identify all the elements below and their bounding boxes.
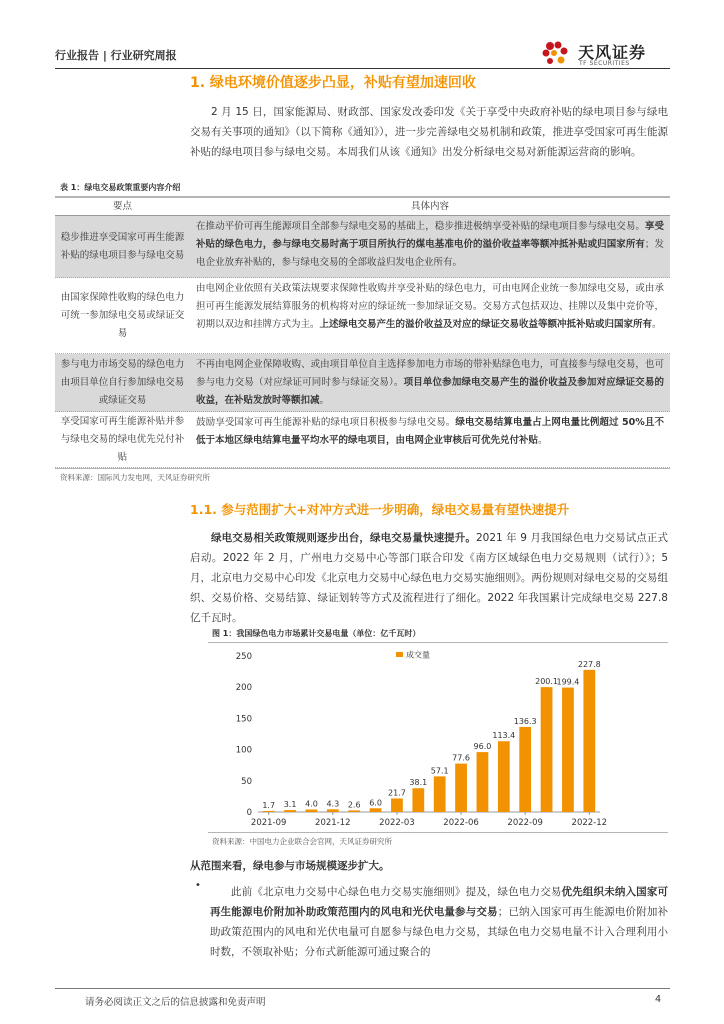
x-tick-label: 2022-03 [379,818,415,828]
disclaimer-text: 请务必阅读正文之后的信息披露和免责声明 [85,997,266,1008]
figure-source: 资料来源：中国电力企业联合会官网，天风证券研究所 [212,837,392,846]
x-tick-label: 2021-09 [250,818,287,828]
cell-text: 在推动平价可再生能源项目全部参与绿电交易的基础上，稳步推进极纳享受补贴的绿电项目参与绿电交易。 [196,221,645,232]
bar-2021-11 [306,810,318,812]
paragraph-lead: 绿电交易相关政策规则逐步出台，绿电交易量快速提升。 [211,532,476,544]
company-logo [540,40,670,68]
x-tick-label: 2021-12 [315,818,351,828]
bar-2022-03 [391,798,403,812]
table-cell-point: 由国家保障性收购的绿色电力可统一参加绿电交易或绿证交易 [60,291,185,339]
section-1-paragraph: 2 月 15 日，国家能源局、财政部、国家发改委印发《关于享受中央政府补贴的绿电项目参与绿电交易有关事项的通知》（以下简称《通知》），进一步完善绿电交易机制和政策，推进享受国家可再生能源补贴的绿电项目参与绿电交易。本周我们从该《通知》出发分析绿电交易对新能源运营商的影响。 [190,106,668,158]
table-cell-point: 享受国家可再生能源补贴并参与绿电交易的绿电优先兑付补贴 [60,415,185,463]
bar-2022-09 [519,727,531,812]
y-tick-label: 100 [235,745,252,756]
table-row [55,412,670,468]
table-cell-content [190,216,670,277]
table-row [55,216,670,278]
figure-1-title: 图 1：我国绿色电力市场累计交易电量（单位：亿千瓦时） [212,629,421,638]
logo-text-cn: 天风证券 [578,43,647,62]
cell-bold-text: 享受补贴的绿色电力，参与绿电交易时高于项目所执行的煤电基准电价的溢价收益率等额冲抵补贴或归国家所有 [196,221,664,250]
bar-2022-06 [455,764,467,812]
bar-2022-10 [541,687,553,812]
table-header-row [55,198,670,216]
section-1-1-title: 1.1. 参与范围扩大+对冲方式进一步明确，绿电交易量有望快速提升 [190,502,570,517]
y-tick-label: 200 [235,683,252,694]
trading-volume-chart [208,644,668,830]
data-label-2022-09: 136.3 [513,716,537,726]
table-header-content: 具体内容 [410,201,449,212]
table-cell-content [190,412,670,467]
data-label-2021-12: 4.3 [326,799,340,809]
header-divider [55,68,670,69]
data-label-2022-08: 113.4 [492,731,516,741]
table-row [55,278,670,354]
data-label-2022-07: 96.0 [473,742,492,752]
data-label-2022-11: 199.4 [556,677,580,687]
table-cell-content [190,354,670,411]
data-label-2022-06: 77.6 [452,753,470,763]
section-1-1-paragraph [190,528,668,628]
cell-text: 。 [652,319,662,330]
cell-text: 不再由电网企业保障收购、或由项目单位自主选择参加电力市场的带补贴绿色电力，可直接参与绿电交易，也可参与电力交易（对应绿证可同时参与绿证交易）。 [196,359,664,388]
scope-paragraph [210,882,668,962]
table-header-point: 要点 [112,201,132,212]
x-tick-label: 2022-09 [507,818,543,828]
y-tick-label: 150 [235,714,252,725]
page-number: 4 [655,994,662,1005]
table-cell-point: 参与电力市场交易的绿色电力由项目单位自行参加绿电交易或绿证交易 [60,358,185,406]
legend-swatch [396,652,403,657]
cell-text: ；发电企业放弃补贴的，参与绿电交易的全部收益归发电企业所有。 [196,239,664,268]
bullet-marker: • [195,880,201,891]
cell-bold-text: 项目单位参加绿电交易产生的溢价收益及参加对应绿证交易的收益，在补贴发放时等额扣减 [196,377,664,406]
figure-bottom-rule [208,832,668,833]
cell-bold-text: 绿电交易结算电量占上网电量比例超过 50%且不低于本地区绿电结算电量平均水平的绿电项目，由电网企业审核后可优先兑付补贴 [196,417,664,446]
table-row [55,354,670,412]
data-label-2022-01: 2.6 [347,800,361,810]
bar-2022-08 [498,741,510,812]
section-1-title: 1. 绿电环境价值逐步凸显，补贴有望加速回收 [190,75,476,91]
data-label-2022-12: 227.8 [577,659,601,669]
figure-top-rule [208,642,668,643]
paragraph-bold-text: 优先组织未纳入国家可再生能源电价附加补助政策范围内的风电和光伏电量参与交易 [210,886,669,918]
paragraph-text: ；已纳入国家可再生能源电价附加补助政策范围内的风电和光伏电量可自愿参与绿色电力交易，其绿色电力交易电量不计入合理利用小时数，不领取补贴；分布式新能源可通过聚合的 [210,906,669,958]
logo-flower-icon [540,40,574,68]
bar-2022-05 [434,776,446,812]
data-label-2022-02: 6.0 [369,798,382,808]
data-label-2022-03: 21.7 [388,788,406,798]
paragraph-text: 此前《北京电力交易中心绿色电力交易实施细则》提及，绿色电力交易 [231,886,562,898]
data-label-2021-10: 3.1 [283,800,297,810]
table-cell-point: 稳步推进享受国家可再生能源补贴的绿电项目参与绿电交易 [60,231,185,261]
footer-divider [55,988,670,989]
cell-text: 。 [538,435,548,446]
data-label-2022-10: 200.1 [535,677,559,687]
cell-text: 鼓励享受国家可再生能源补贴的绿电项目积极参与绿电交易。 [196,417,456,428]
paragraph-body: 2021 年 9 月我国绿色电力交易试点正式启动。2022 年 2 月，广州电力交易中心等部门联合印发《南方区域绿色电力交易规则（试行）》；5 月，北京电力交易中心印发《北京电力交易中心绿色电力交易实施细则》。两份规则对绿电交易的交易组织、交易价格、交易结算、绿证划转等方式及流程进行了细化。2022 年我国累计完成绿电交易 227.8 亿千瓦时。 [190,532,669,624]
x-tick-label: 2022-06 [443,818,479,828]
policy-table [55,196,670,468]
y-tick-label: 50 [241,776,252,787]
bar-2021-10 [284,810,296,812]
table-cell-content [190,278,670,353]
scope-heading: 从范围来看，绿电参与市场规模逐步扩大。 [190,860,390,872]
logo-text-en: TF SECURITIES [579,60,630,67]
y-tick-label: 250 [235,652,252,662]
y-tick-label: 0 [246,808,252,818]
bar-2022-12 [583,670,595,812]
bar-2021-12 [327,809,339,812]
legend-label: 成交量 [406,650,430,660]
table-bottom-rule [55,468,670,469]
cell-text: 由电网企业依照有关政策法规要求保障性收购并享受补贴的绿色电力，可由电网企业统一参加绿电交易，或由承担可再生能源发展结算服务的机构将对应的绿证统一参加绿证交易。交易方式包括双边、挂牌以及集中竞价等，初期以双边和挂牌方式为主。 [196,283,664,330]
bar-2022-11 [562,688,574,812]
data-label-2021-09: 1.7 [262,800,276,810]
bar-2022-02 [370,808,382,812]
table-1-title: 表 1：绿电交易政策重要内容介绍 [60,183,181,192]
data-label-2022-05: 57.1 [430,766,449,776]
report-category: 行业报告 | 行业研究周报 [55,49,177,62]
x-tick-label: 2022-12 [571,818,608,828]
cell-text: 。 [319,395,330,406]
data-label-2022-04: 38.1 [409,778,428,788]
bar-2021-09 [263,811,275,812]
cell-bold-text: 上述绿电交易产生的溢价收益及对应的绿证交易收益等额冲抵补贴或归国家所有 [319,319,653,330]
page-header [55,40,670,70]
bar-2022-01 [348,810,360,812]
data-label-2021-11: 4.0 [305,799,318,809]
table-source: 资料来源：国际风力发电网，天风证券研究所 [60,473,210,482]
bar-2022-04 [412,788,424,812]
bar-2022-07 [477,752,489,812]
